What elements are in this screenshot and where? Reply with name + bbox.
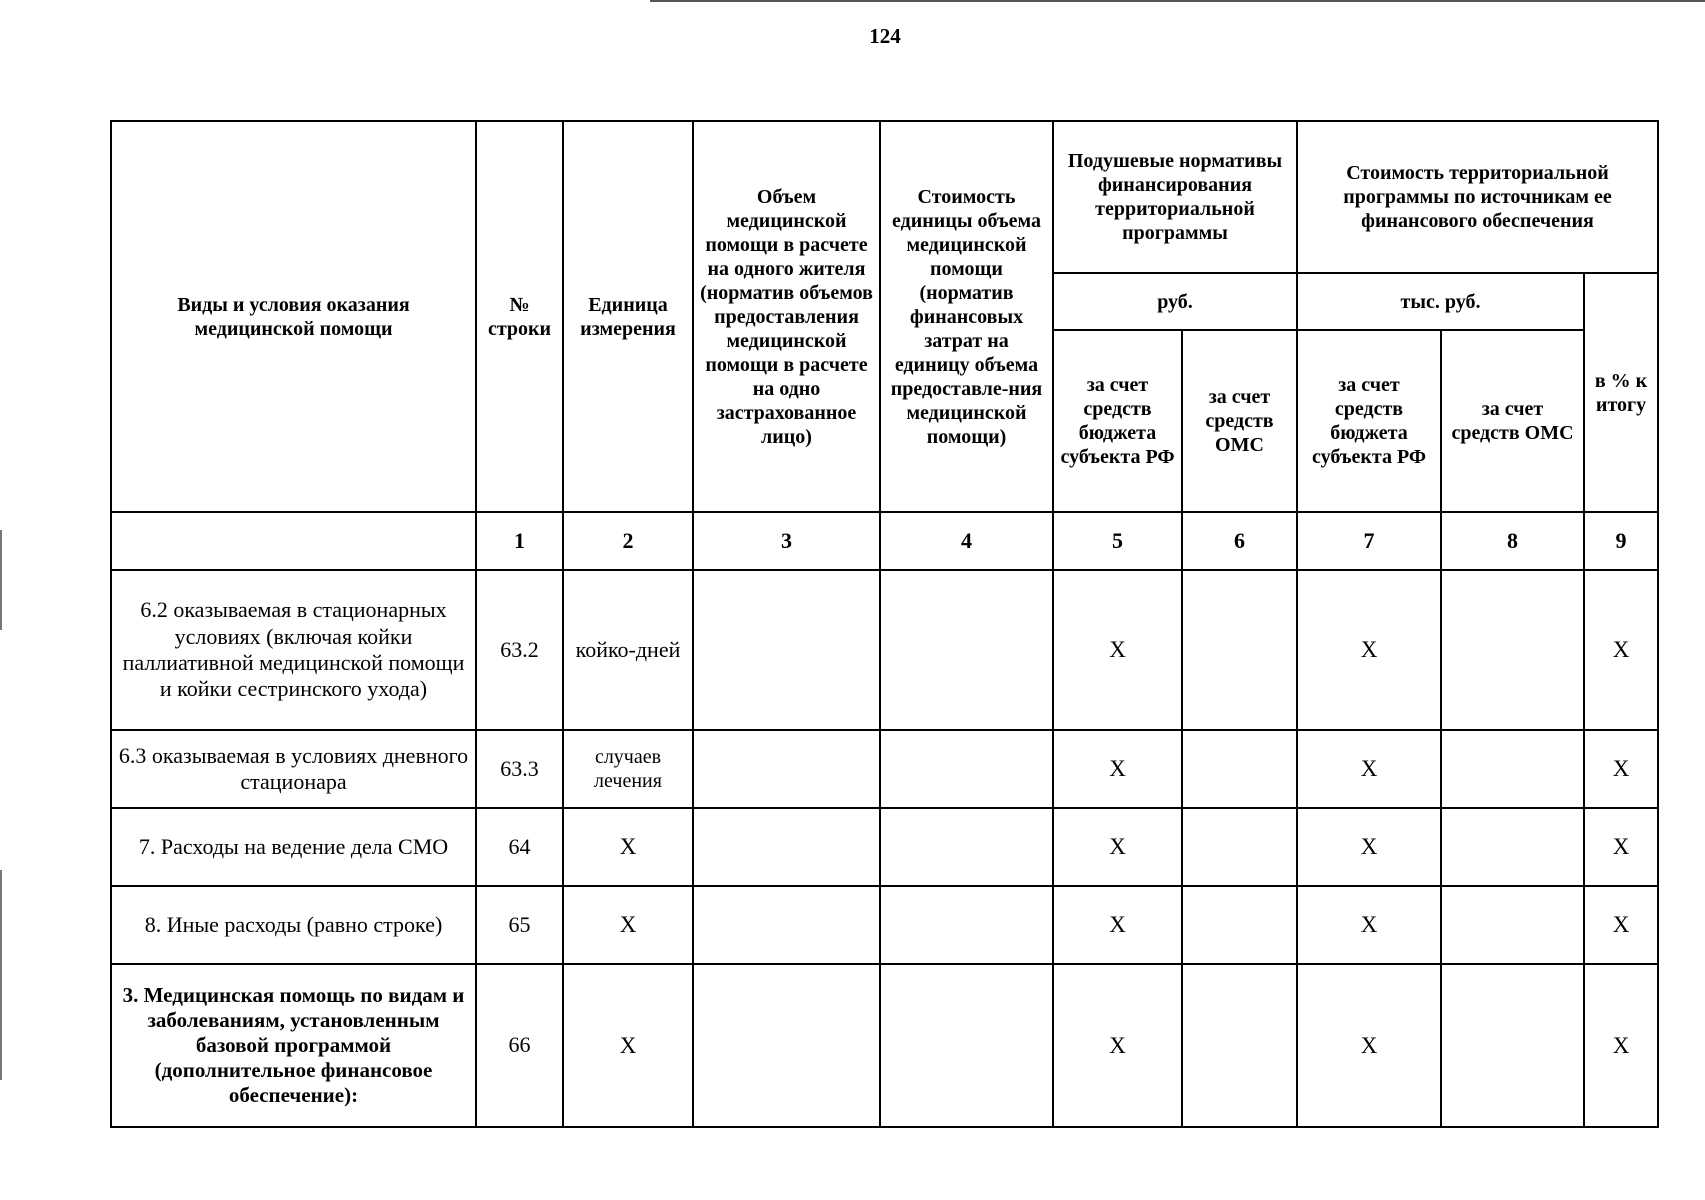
table-row	[111, 570, 1658, 730]
row-name: 6.3 оказываемая в условиях дневного стационара	[111, 730, 476, 808]
row-budget-per-capita: Х	[1053, 886, 1182, 964]
row-oms-per-capita	[1182, 964, 1297, 1127]
row-percent-of-total: Х	[1584, 570, 1658, 730]
column-number: 1	[476, 512, 563, 570]
row-unit: Х	[563, 808, 693, 886]
row-volume	[693, 964, 880, 1127]
column-number: 9	[1584, 512, 1658, 570]
header-oms-per-capita: за счет средств ОМС	[1182, 330, 1297, 512]
row-unit: Х	[563, 964, 693, 1127]
header-program-cost: Стоимость территориальной программы по источникам ее финансового обеспечения	[1297, 121, 1658, 273]
header-budget-cost: за счет средств бюджета субъекта РФ	[1297, 330, 1441, 512]
header-unit: Единица измерения	[563, 121, 693, 512]
header-volume-per-resident: Объем медицинской помощи в расчете на одного жителя (норматив объемов предоставления медицинской помощи в расчете на одно застрахованное лицо)	[693, 121, 880, 512]
row-line-number: 64	[476, 808, 563, 886]
row-oms-cost	[1441, 886, 1584, 964]
row-unit-cost	[880, 730, 1053, 808]
row-oms-cost	[1441, 808, 1584, 886]
row-percent-of-total: Х	[1584, 730, 1658, 808]
row-name: 3. Медицинская помощь по видам и заболеваниям, установленным базовой программой (дополнительное финансовое обеспечение):	[111, 964, 476, 1127]
row-line-number: 65	[476, 886, 563, 964]
row-oms-cost	[1441, 570, 1584, 730]
row-budget-per-capita: Х	[1053, 730, 1182, 808]
header-per-capita-norms: Подушевые нормативы финансирования территориальной программы	[1053, 121, 1297, 273]
row-unit-cost	[880, 886, 1053, 964]
header-unit-thousand-rub: тыс. руб.	[1297, 273, 1584, 330]
scan-top-edge	[650, 0, 1705, 2]
header-row-1	[111, 121, 1658, 273]
row-unit: случаев лечения	[563, 730, 693, 808]
row-oms-per-capita	[1182, 730, 1297, 808]
row-budget-cost: Х	[1297, 886, 1441, 964]
financing-table	[110, 120, 1659, 1128]
table-row	[111, 964, 1658, 1127]
table-row	[111, 808, 1658, 886]
header-budget-per-capita: за счет средств бюджета субъекта РФ	[1053, 330, 1182, 512]
row-line-number: 63.2	[476, 570, 563, 730]
row-oms-cost	[1441, 964, 1584, 1127]
row-budget-cost: Х	[1297, 570, 1441, 730]
row-volume	[693, 808, 880, 886]
table-row	[111, 886, 1658, 964]
row-budget-per-capita: Х	[1053, 808, 1182, 886]
header-unit-rub: руб.	[1053, 273, 1297, 330]
table-row	[111, 730, 1658, 808]
column-number	[111, 512, 476, 570]
page-number: 124	[869, 24, 901, 48]
row-percent-of-total: Х	[1584, 886, 1658, 964]
column-number: 7	[1297, 512, 1441, 570]
row-unit-cost	[880, 964, 1053, 1127]
row-budget-per-capita: Х	[1053, 570, 1182, 730]
column-number: 3	[693, 512, 880, 570]
row-unit: Х	[563, 886, 693, 964]
row-budget-per-capita: Х	[1053, 964, 1182, 1127]
column-number: 6	[1182, 512, 1297, 570]
row-volume	[693, 730, 880, 808]
row-percent-of-total: Х	[1584, 964, 1658, 1127]
row-percent-of-total: Х	[1584, 808, 1658, 886]
row-name: 7. Расходы на ведение дела СМО	[111, 808, 476, 886]
header-line-number: № строки	[476, 121, 563, 512]
row-line-number: 63.3	[476, 730, 563, 808]
row-oms-per-capita	[1182, 886, 1297, 964]
row-unit-cost	[880, 808, 1053, 886]
scan-margin-mark	[0, 530, 2, 630]
row-unit-cost	[880, 570, 1053, 730]
header-percent-of-total: в % к итогу	[1584, 273, 1658, 512]
column-number: 4	[880, 512, 1053, 570]
row-oms-per-capita	[1182, 570, 1297, 730]
header-kinds-conditions: Виды и условия оказания медицинской помощи	[111, 121, 476, 512]
column-numbers-row	[111, 512, 1658, 570]
row-budget-cost: Х	[1297, 964, 1441, 1127]
row-budget-cost: Х	[1297, 730, 1441, 808]
header-unit-cost: Стоимость единицы объема медицинской помощи (норматив финансовых затрат на единицу объема предоставле-ния медицинской помощи)	[880, 121, 1053, 512]
row-unit: койко-дней	[563, 570, 693, 730]
scan-margin-mark	[0, 870, 2, 1080]
row-budget-cost: Х	[1297, 808, 1441, 886]
column-number: 5	[1053, 512, 1182, 570]
row-name: 6.2 оказываемая в стационарных условиях (включая койки паллиативной медицинской помощи и койки сестринского ухода)	[111, 570, 476, 730]
row-volume	[693, 570, 880, 730]
row-oms-cost	[1441, 730, 1584, 808]
row-name: 8. Иные расходы (равно строке)	[111, 886, 476, 964]
row-volume	[693, 886, 880, 964]
row-line-number: 66	[476, 964, 563, 1127]
column-number: 2	[563, 512, 693, 570]
row-oms-per-capita	[1182, 808, 1297, 886]
column-number: 8	[1441, 512, 1584, 570]
header-oms-cost: за счет средств ОМС	[1441, 330, 1584, 512]
